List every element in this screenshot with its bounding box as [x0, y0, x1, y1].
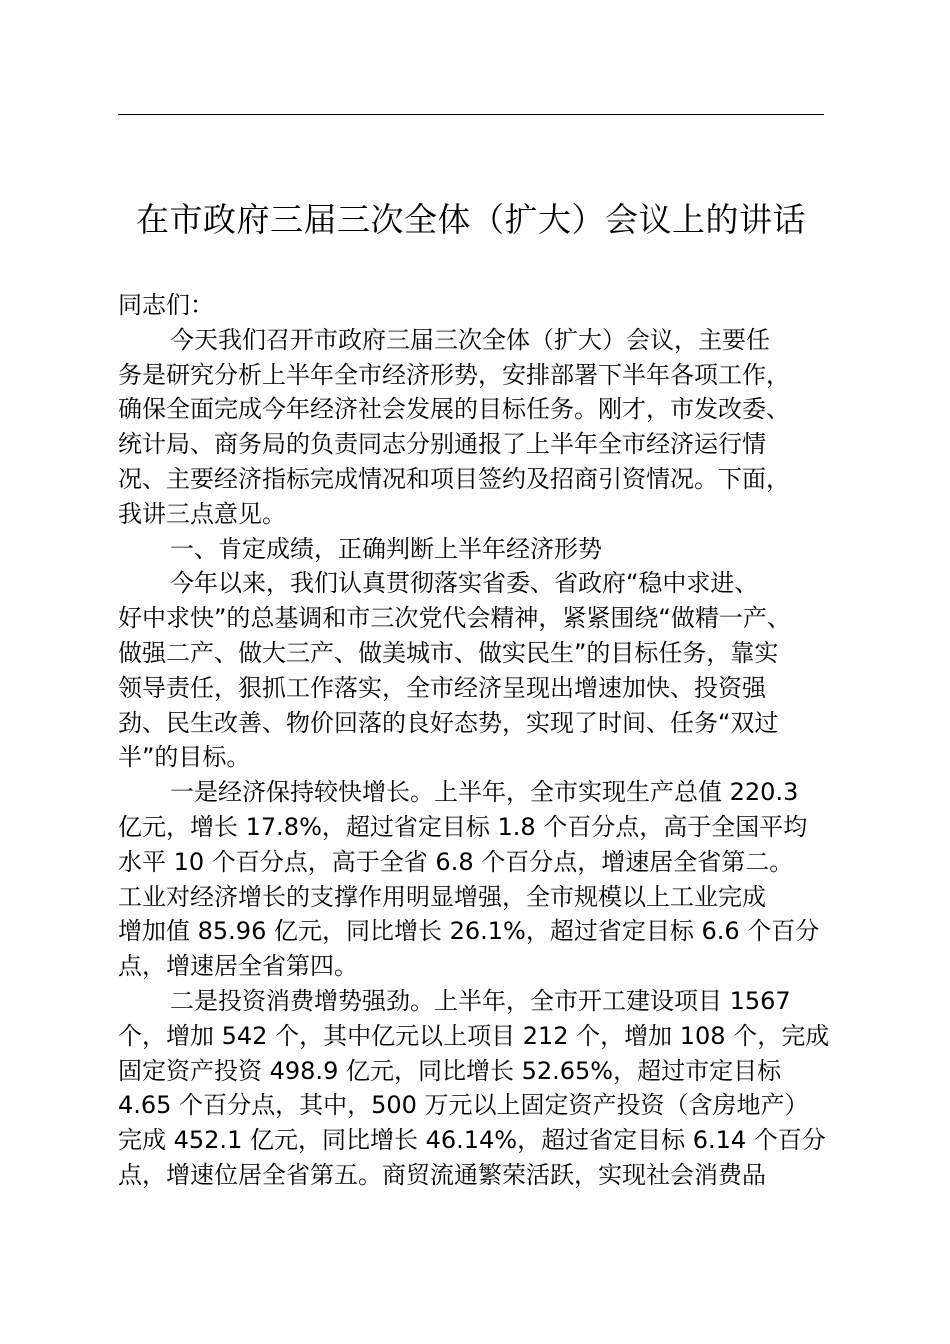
paragraph-line: 务是研究分析上半年全市经济形势，安排部署下半年各项工作， [118, 360, 790, 389]
paragraph-line: 半”的目标。 [118, 743, 251, 772]
paragraph-line: 亿元，增长 17.8%，超过省定目标 1.8 个百分点，高于全国平均 [118, 812, 808, 841]
paragraph-line: 二是投资消费增势强劲。上半年，全市开工建设项目 1567 [170, 986, 791, 1015]
paragraph-line: 点，增速位居全省第五。商贸流通繁荣活跃，实现社会消费品 [118, 1160, 766, 1189]
paragraph-line: 况、主要经济指标完成情况和项目签约及招商引资情况。下面， [118, 464, 790, 493]
paragraph-line: 4.65 个百分点，其中，500 万元以上固定资产投资（含房地产） [118, 1091, 809, 1120]
paragraph-line: 增加值 85.96 亿元，同比增长 26.1%，超过省定目标 6.6 个百分 [118, 917, 820, 946]
paragraph-line: 一是经济保持较快增长。上半年，全市实现生产总值 220.3 [170, 778, 799, 807]
paragraph-line: 完成 452.1 亿元，同比增长 46.14%，超过省定目标 6.14 个百分 [118, 1126, 826, 1155]
header-rule [118, 114, 824, 115]
paragraph-line: 今年以来，我们认真贯彻落实省委、省政府“稳中求进、 [170, 569, 759, 598]
paragraph-line: 水平 10 个百分点，高于全省 6.8 个百分点，增速居全省第二。 [118, 847, 794, 876]
salutation-line: 同志们： [118, 291, 214, 319]
paragraph-line: 领导责任，狠抓工作落实，全市经济呈现出增速加快、投资强 [118, 673, 766, 702]
document-title: 在市政府三届三次全体（扩大）会议上的讲话 [136, 200, 806, 239]
paragraph-line: 今天我们召开市政府三届三次全体（扩大）会议，主要任 [170, 325, 770, 354]
paragraph-line: 个，增加 542 个，其中亿元以上项目 212 个，增加 108 个，完成 [118, 1021, 830, 1050]
paragraph-line: 工业对经济增长的支撑作用明显增强，全市规模以上工业完成 [118, 882, 766, 911]
paragraph-line: 我讲三点意见。 [118, 499, 286, 528]
document-body [118, 288, 828, 1193]
paragraph-line: 点，增速居全省第四。 [118, 952, 358, 981]
paragraph-line: 劲、民生改善、物价回落的良好态势，实现了时间、任务“双过 [118, 708, 779, 737]
paragraph-line: 确保全面完成今年经济社会发展的目标任务。刚才，市发改委、 [118, 395, 790, 424]
paragraph-line: 做强二产、做大三产、做美城市、做实民生”的目标任务，靠实 [118, 638, 779, 667]
paragraph-line: 好中求快”的总基调和市三次党代会精神，紧紧围绕“做精一产、 [118, 604, 791, 633]
paragraph-line: 统计局、商务局的负责同志分别通报了上半年全市经济运行情 [118, 430, 766, 459]
paragraph-line: 固定资产投资 498.9 亿元，同比增长 52.65%，超过市定目标 [118, 1056, 782, 1085]
section-heading: 一、肯定成绩，正确判断上半年经济形势 [170, 534, 602, 563]
